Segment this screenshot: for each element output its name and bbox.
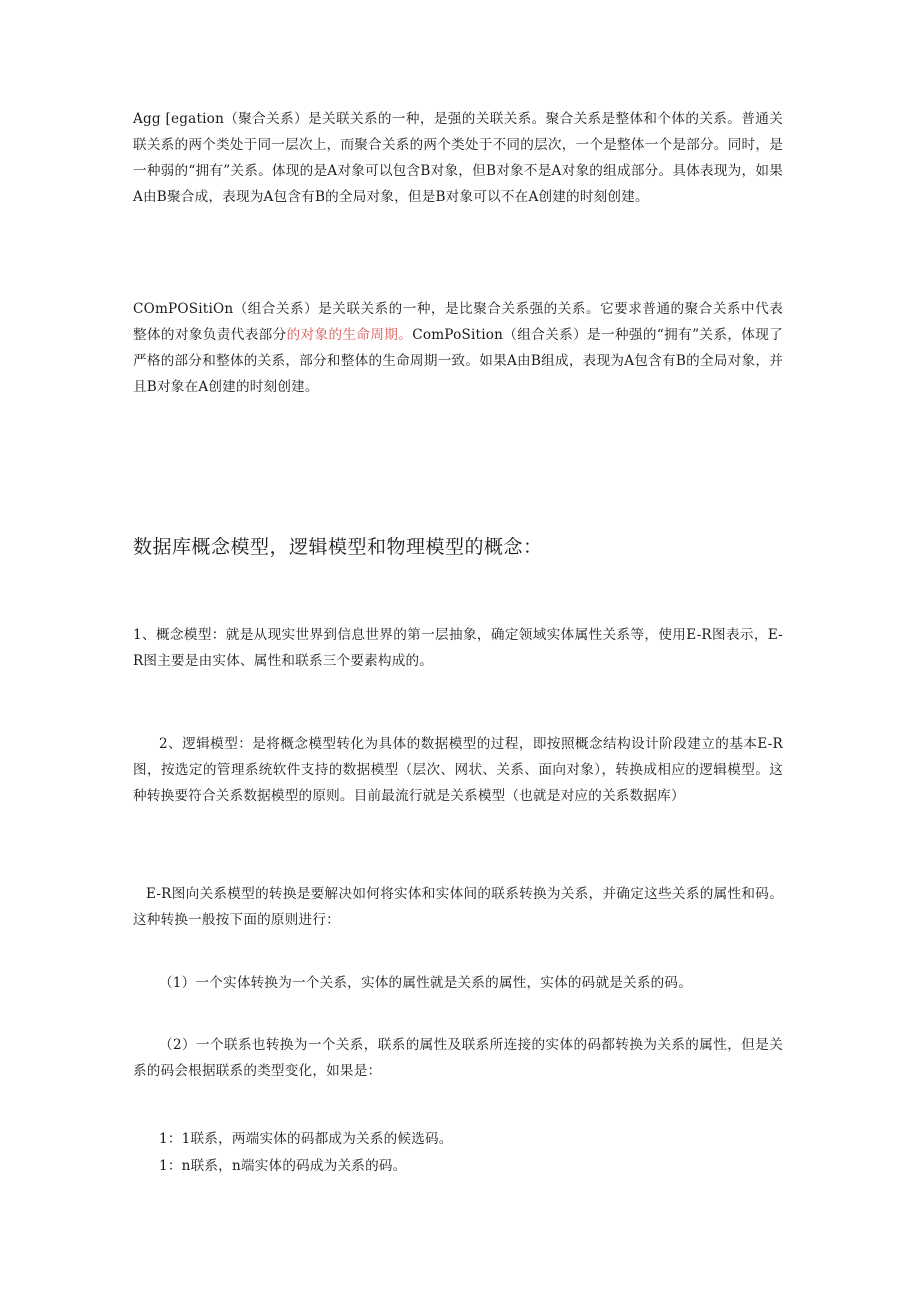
section-heading: 数据库概念模型，逻辑模型和物理模型的概念： [133, 536, 543, 558]
composition-text-start: COmPOSitiOn（组合关系）是关联关系的一种，是比聚合关系强的关系。它要求普通的聚合关系中代表整体的对象负责代表部分 [133, 301, 783, 343]
composition-text-end: ComPoSition（组合关系）是一种强的“拥有”关系，体现了严格的部分和整体的关系，部分和整体的生命周期一致。如果A由B组成，表现为A包含有B的全局对象，并且B对象在A创建的时刻创建。 [133, 327, 783, 395]
one-to-one-rule: 1：1联系，两端实体的码都成为关系的候选码。 [159, 1131, 453, 1147]
er-conversion-paragraph: E-R图向关系模型的转换是要解决如何将实体和实体间的联系转换为关系，并确定这些关系的属性和码。这种转换一般按下面的原则进行： [133, 886, 783, 928]
rule-2-paragraph: （2）一个联系也转换为一个关系，联系的属性及联系所连接的实体的码都转换为关系的属性，但是关系的码会根据联系的类型变化，如果是： [133, 1037, 783, 1079]
composition-highlight-text: 的对象的生命周期。 [286, 327, 413, 343]
logical-model-paragraph: 2、逻辑模型：是将概念模型转化为具体的数据模型的过程，即按照概念结构设计阶段建立的基本E-R图，按选定的管理系统软件支持的数据模型（层次、网状、关系、面向对象），转换成相应的逻辑模型。这种转换要符合关系数据模型的原则。目前最流行就是关系模型（也就是对应的关系数据库） [133, 736, 783, 804]
composition-paragraph [133, 296, 783, 400]
aggregation-paragraph: Agg [egation（聚合关系）是关联关系的一种，是强的关联关系。聚合关系是整体和个体的关系。普通关联关系的两个类处于同一层次上，而聚合关系的两个类处于不同的层次，一个是整体一个是部分。同时，是一种弱的“拥有”关系。体现的是A对象可以包含B对象，但B对象不是A对象的组成部分。具体表现为，如果A由B聚合成，表现为A包含有B的全局对象，但是B对象可以不在A创建的时刻创建。 [133, 111, 783, 205]
rule-1-paragraph: （1）一个实体转换为一个关系，实体的属性就是关系的属性，实体的码就是关系的码。 [159, 975, 693, 991]
one-to-n-rule: 1：n联系，n端实体的码成为关系的码。 [159, 1158, 407, 1174]
concept-model-paragraph: 1、概念模型：就是从现实世界到信息世界的第一层抽象，确定领域实体属性关系等，使用E-R图表示，E-R图主要是由实体、属性和联系三个要素构成的。 [133, 627, 783, 669]
